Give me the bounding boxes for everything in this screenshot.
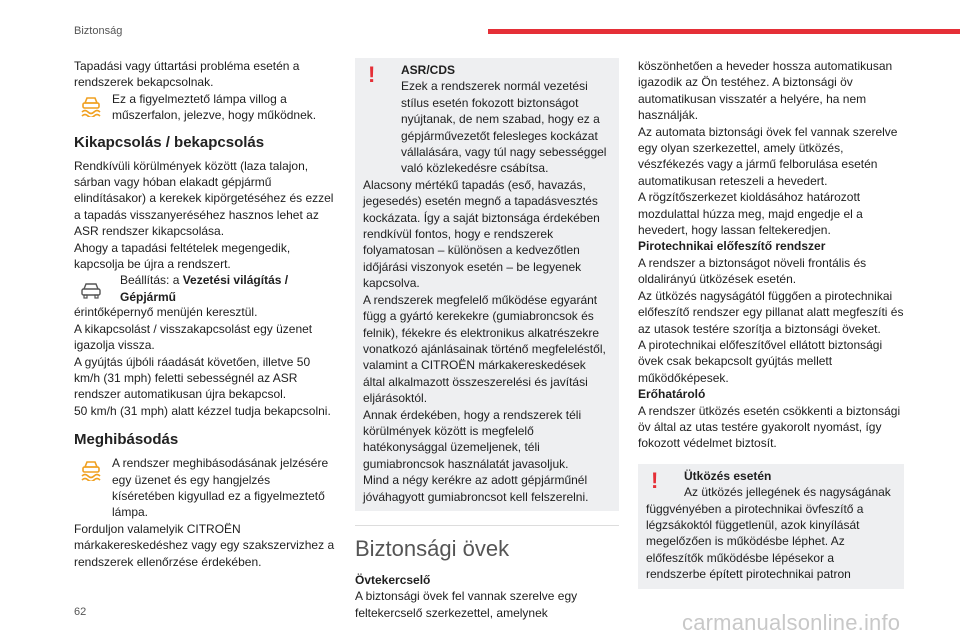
skid-warning-icon (78, 457, 104, 481)
subsection-title: Övtekercselő (355, 572, 431, 587)
collision-warning-title: Ütközés esetén (684, 468, 772, 483)
belt-paragraph-2: köszönhetően a heveder hossza automatikusan igazodik az Ön testéhez. A biztonsági öv automatikusan visszatér a helyére, ha nem használják. (638, 59, 893, 123)
limiter-title: Erőhatároló (638, 387, 706, 402)
warning-paragraph-3: A rendszerek megfelelő működése egyaránt függ a gyártó kerekekre (gumiabroncsok és felnik), fékekre és elektronikus alkatrészekre vonatkozó ajánlásainak történő megfeleléstől, valamint a CITROËN márkakereskedések által alkalmazott összeszerelési és javítási eljárásoktól. (363, 292, 606, 406)
section-divider (355, 525, 619, 526)
pretensioner-paragraph-3: A pirotechnikai előfeszítővel ellátott biztonsági övek csak bekapcsolt gyújtás mellett működőképesek. (638, 337, 883, 385)
settings-suffix: érintőképernyő menüjén keresztül. (74, 305, 258, 320)
belt-paragraph-3: Az automata biztonsági övek fel vannak szerelve egy olyan szerkezettel, amely ütközés, vészfékezés vagy a jármű felborulása esetén automatikusan reteszeli a hevedert. (638, 124, 898, 188)
section-title: Biztonsági övek (355, 535, 510, 561)
onoff-paragraph-1: Rendkívüli körülmények között (laza talajon, sárban vagy hóban elakadt gépjármű elindításakor) a kerekek kipörgetéséhez és ezzel a tapadás visszanyeréséhez hasznos lehet az ASR rendszer kikapcsolása. (74, 158, 334, 239)
onoff-paragraph-2: Ahogy a tapadási feltételek megengedik, kapcsolja be újra a rendszert. (74, 240, 291, 272)
heading-fault: Meghibásodás (74, 431, 179, 449)
warning-paragraph-4: Annak érdekében, hogy a rendszerek téli körülmények között is megfelelő hatékonysággal üzemeljenek, téli gumiabroncsok használatát javasoljuk. (363, 407, 582, 471)
fault-note-text: A rendszer meghibásodásának jelzésére egy üzenet és egy hangjelzés kíséretében kigyullad ez a figyelmeztető lámpa. (112, 456, 329, 520)
warning-paragraph-2: Alacsony mértékű tapadás (eső, havazás, jegesedés) esetén megnő a tapadásvesztés kockázata. Így a saját biztonsága érdekében rendkívül fontos, hogy e rendszerek folyamatosan – különösen a kedvezőtlen időjárási viszonyok esetén – be legyenek kapcsolva. (363, 177, 600, 291)
watermark: carmanualsonline.info (682, 610, 901, 635)
onoff-paragraph-3: A kikapcsolást / visszakapcsolást egy üzenet igazolja vissza. (74, 321, 313, 353)
heading-onoff: Kikapcsolás / bekapcsolás (74, 133, 265, 151)
lamp-note-text: Ez a figyelmeztető lámpa villog a műszerfalon, jelezve, hogy működnek. (112, 91, 317, 123)
exclamation-warning-icon: ! (368, 62, 376, 87)
car-icon (78, 278, 104, 302)
pretensioner-title: Pirotechnikai előfeszítő rendszer (638, 239, 826, 254)
column-left (74, 58, 336, 570)
column-right (638, 58, 904, 589)
intro-text: Tapadási vagy úttartási probléma esetén a rendszerek bekapcsolnak. (74, 59, 300, 90)
lamp-note (74, 91, 336, 124)
section-header: Biztonság (74, 25, 123, 37)
pretensioner-paragraph-1: A rendszer a biztonságot növeli frontális és oldalirányú ütközések esetén. (638, 255, 867, 287)
fault-note (74, 455, 336, 521)
onoff-paragraph-4: A gyújtás újbóli ráadását követően, illetve 50 km/h (31 mph) feletti sebességnél az ASR rendszer automatikusan újra bekapcsol. (74, 354, 311, 402)
exclamation-warning-icon: ! (651, 467, 659, 493)
belt-paragraph-4: A rögzítőszerkezet kioldásához határozott mozdulattal húzza meg, majd engedje el a hevedert, hogy lassan feltekeredjen. (638, 190, 863, 238)
column-middle (355, 58, 619, 621)
warning-paragraph-1: Ezek a rendszerek normál vezetési stílus esetén fokozott biztonságot nyújtanak, de nem szabad, hogy ez a gépjárművezetőt felesleges kockázat vállalására, vagy túl nagy sebességgel való közlekedésre csábítsa. (401, 79, 607, 176)
pretensioner-paragraph-2: Az ütközés nagyságától függően a pirotechnikai előfeszítő rendszer egy pillanat alatt megfeszíti és az utasok testére szorítja a biztonsági öveket. (638, 288, 904, 336)
onoff-paragraph-5: 50 km/h (31 mph) alatt kézzel tudja bekapcsolni. (74, 403, 331, 418)
settings-note (74, 272, 336, 305)
settings-prefix: Beállítás: a (120, 273, 183, 288)
warning-title: ASR/CDS (401, 63, 456, 77)
settings-menu-path: Vezetési világítás / Gépjármű (120, 273, 289, 304)
warning-paragraph-5: Mind a négy kerékre az adott gépjárműnél jóváhagyott gumiabroncsot kell felszerelni. (363, 473, 589, 504)
limiter-paragraph: A rendszer ütközés esetén csökkenti a biztonsági öv által az utas testére gyakorolt nyomást, így fokozott védelmet biztosít. (638, 403, 901, 451)
collision-warning-paragraph: Az ütközés jellegének és nagyságának függvényében a pirotechnikai övfeszítő a légzsákoktól függetlenül, azok kinyílását megelőzően is működésbe léphet. Az előfeszítők működésbe lépésekor a rendszerbe épített pirotechnikai patron (646, 485, 891, 582)
header-accent-bar (488, 29, 960, 34)
belt-paragraph-1: A biztonsági övek fel vannak szerelve egy feltekercselő szerkezettel, amelynek (355, 589, 578, 620)
page-number: 62 (74, 606, 87, 618)
warning-box-asr (355, 58, 619, 511)
warning-box-collision (638, 464, 904, 589)
fault-paragraph-2: Forduljon valamelyik CITROËN márkakereskedéshez vagy egy szakszervizhez a rendszerek ellenőrzése érdekében. (74, 521, 335, 569)
skid-warning-icon (78, 93, 104, 117)
